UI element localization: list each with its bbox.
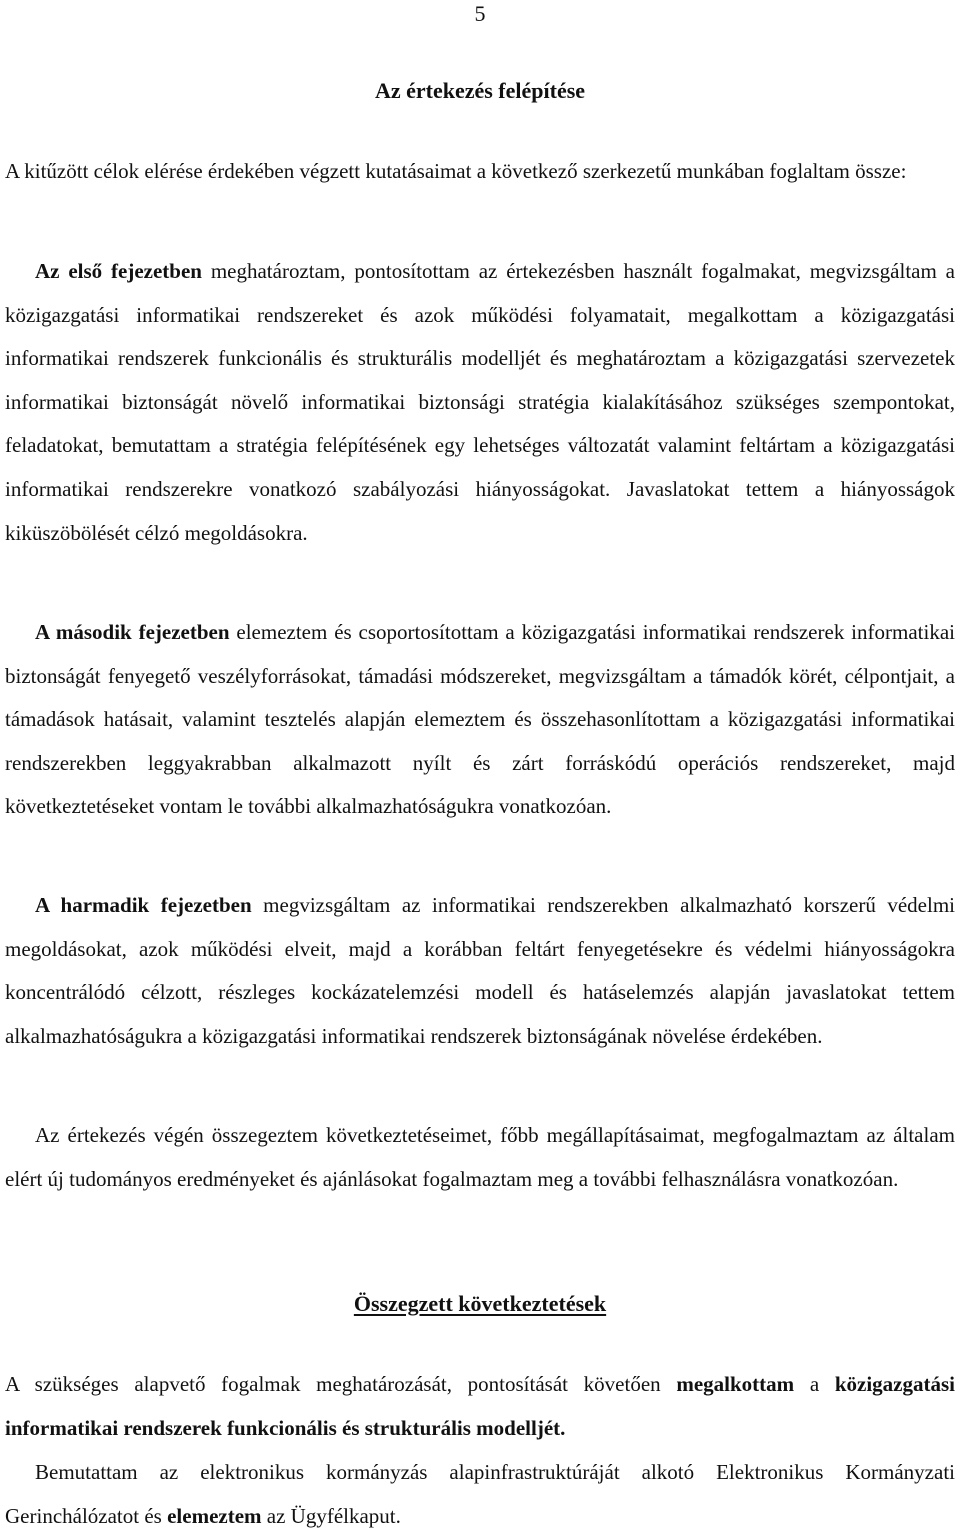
summary2-paragraph (5, 1451, 955, 1538)
chapter1-paragraph (5, 250, 955, 555)
summary2-text1: Bemutattam az elektronikus kormányzás alapinfrastruktúráját alkotó Elektronikus Kormányzati Gerinchálózatot és (5, 1460, 955, 1528)
summary2-text2: az Ügyfélkaput. (261, 1503, 401, 1528)
summary1-text2: a (794, 1372, 835, 1396)
intro-paragraph: A kitűzött célok elérése érdekében végzett kutatásaimat a következő szerkezetű munkában foglaltam össze: (5, 159, 907, 183)
chapter1-lead: Az első fejezetben (35, 259, 202, 283)
summary1-bold1: megalkottam (676, 1372, 795, 1396)
chapter2-lead: A második fejezetben (35, 620, 230, 644)
page-number: 5 (474, 1, 486, 26)
summary2-bold1: elemeztem (167, 1503, 262, 1528)
ending-paragraph: Az értekezés végén összegeztem következtetéseimet, főbb megállapításaimat, megfogalmaztam az általam elért új tudományos eredményeket és ajánlásokat fogalmaztam meg a további felhasználásra vonatkozóan. (5, 1123, 955, 1191)
section-heading-structure: Az értekezés felépítése (374, 78, 586, 103)
chapter3-lead: A harmadik fejezetben (35, 893, 252, 917)
summary1-bold2: közigazgatási informatikai rendszerek funkcionális és strukturális modelljét. (5, 1372, 955, 1440)
summary1-paragraph (5, 1363, 955, 1450)
chapter1-text: meghatároztam, pontosítottam az értekezésben használt fogalmakat, megvizsgáltam a közigazgatási informatikai rendszereket és azok működési folyamatait, megalkottam a közigazgatási informatikai rendszerek funkcionális és strukturális modelljét és meghatároztam a közigazgatási szervezetek informatikai biztonságát növelő informatikai biztonsági stratégia kialakításához szükséges szempontokat, feladatokat, bemutattam a stratégia felépítésének egy lehetséges változatát valamint feltártam a közigazgatási informatikai rendszerekre vonatkozó szabályozási hiányosságokat. Javaslatokat tettem a hiányosságok kiküszöbölését célzó megoldásokra. (5, 259, 955, 545)
chapter3-text: megvizsgáltam az informatikai rendszerekben alkalmazható korszerű védelmi megoldásokat, azok működési elveit, majd a korábban feltárt fenyegetésekre és védelmi hiányosságokra koncentrálódó célzott, részleges kockázatelemzési modell és hatáselemzés alapján javaslatokat tettem alkalmazhatóságukra a közigazgatási informatikai rendszerek biztonságának növelése érdekében. (5, 893, 955, 1048)
chapter2-paragraph (5, 611, 955, 829)
summary1-text1: A szükséges alapvető fogalmak meghatározását, pontosítását követően (5, 1372, 677, 1396)
chapter2-text: elemeztem és csoportosítottam a közigazgatási informatikai rendszerek informatikai biztonságát fenyegető veszélyforrásokat, támadási módszereket, megvizsgáltam a támadók körét, célpontjait, a támadások hatásait, valamint tesztelés alapján elemeztem és összehasonlítottam a közigazgatási informatikai rendszerekben leggyakrabban alkalmazott nyílt és zárt forráskódú operációs rendszereket, majd következtetéseket vontam le további alkalmazhatóságukra vonatkozóan. (5, 620, 955, 819)
chapter3-paragraph (5, 884, 955, 1058)
section-heading-summary: Összegzett következtetések (353, 1291, 607, 1316)
